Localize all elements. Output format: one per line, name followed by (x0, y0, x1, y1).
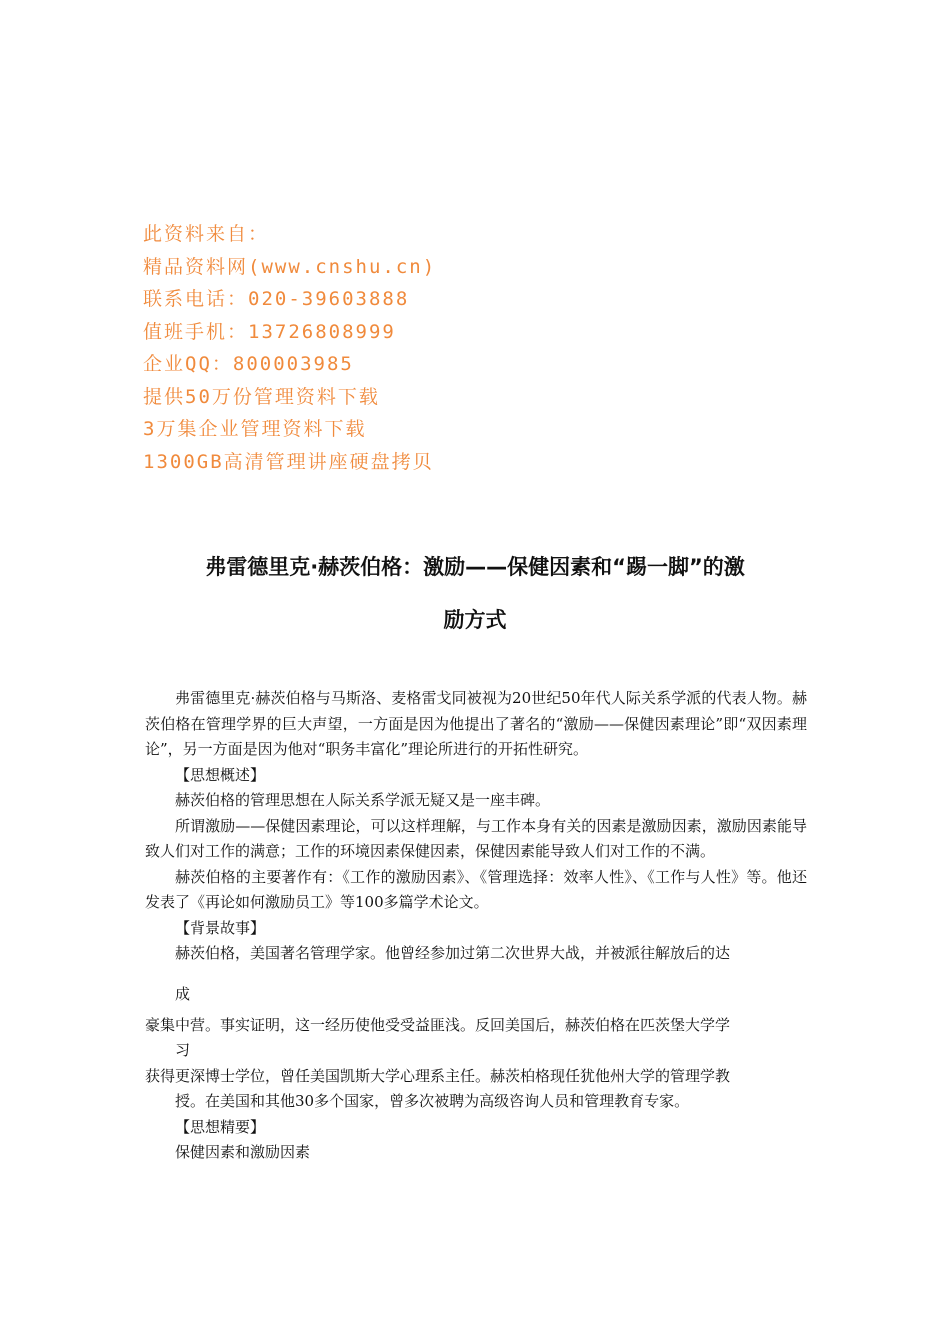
section-heading: 【思想概述】 (175, 765, 266, 784)
paragraph: 赫茨伯格的管理思想在人际关系学派无疑又是一座丰碑。 (175, 791, 551, 809)
paragraph: 弗雷德里克·赫茨伯格与马斯洛、麦格雷戈同被视为20世纪50年代人际关系学派的代表人物。赫茨伯格在管理学界的巨大声望，一方面是因为他提出了著名的“激励——保健因素理论”即“双因素理论”，另一方面是因为他对“职务丰富化”理论所进行的开拓性研究。 (145, 689, 807, 758)
paragraph: 赫茨伯格的主要著作有：《工作的激励因素》、《管理选择：效率人性》、《工作与人性》等。他还发表了《再论如何激励员工》等100多篇学术论文。 (145, 867, 807, 911)
paragraph: 所谓激励——保健因素理论，可以这样理解，与工作本身有关的因素是激励因素，激励因素能导致人们对工作的满意；工作的环境因素保健因素，保健因素能导致人们对工作的不满。 (145, 816, 807, 860)
paragraph: 保健因素和激励因素 (175, 1143, 311, 1161)
promo-line: 精品资料网(www.cnshu.cn) (143, 255, 437, 278)
document-title (145, 541, 805, 647)
paragraph-fragment: 成 (175, 984, 191, 1003)
promo-line: 提供50万份管理资料下载 (143, 385, 380, 408)
promo-line: 值班手机：13726808999 (143, 320, 396, 343)
paragraph-fragment: 豪集中营。事实证明，这一经历使他受受益匪浅。反回美国后，赫茨伯格在匹茨堡大学学 (145, 1015, 731, 1034)
paragraph-fragment: 习 (175, 1041, 191, 1059)
paragraph-fragment: 授。在美国和其他30多个国家，曾多次被聘为高级咨询人员和管理教育专家。 (175, 1092, 690, 1110)
title-line-2: 励方式 (443, 608, 507, 632)
promo-line: 企业QQ：800003985 (143, 353, 354, 375)
section-heading: 【思想精要】 (175, 1117, 266, 1136)
section-heading: 【背景故事】 (175, 918, 266, 937)
paragraph: 赫茨伯格，美国著名管理学家。他曾经参加过第二次世界大战，并被派往解放后的达 (175, 944, 731, 962)
promo-block (143, 218, 436, 478)
promo-line: 1300GB高清管理讲座硬盘拷贝 (143, 450, 434, 473)
promo-line: 此资料来自： (143, 223, 270, 245)
promo-line: 3万集企业管理资料下载 (143, 418, 367, 440)
paragraph-fragment: 获得更深博士学位，曾任美国凯斯大学心理系主任。赫茨柏格现任犹他州大学的管理学教 (145, 1066, 731, 1085)
title-line-1: 弗雷德里克·赫茨伯格：激励——保健因素和“踢一脚”的激 (205, 555, 745, 579)
document-body (145, 686, 807, 1166)
promo-line: 联系电话：020-39603888 (143, 288, 410, 310)
